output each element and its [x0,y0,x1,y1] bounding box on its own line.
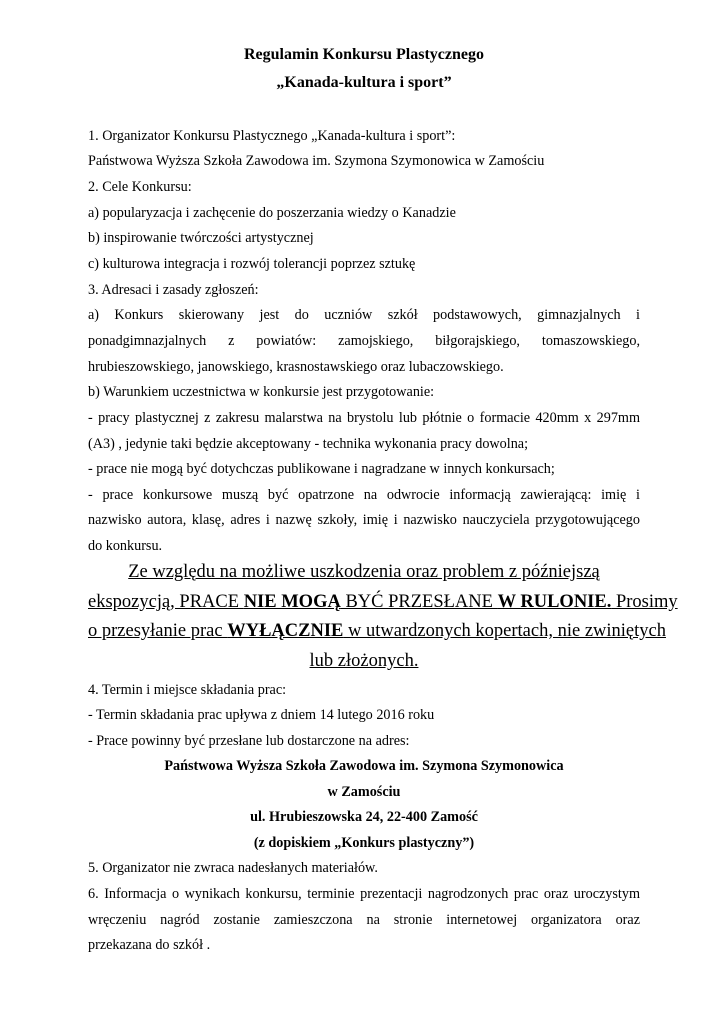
organizer-name: Państwowa Wyższa Szkoła Zawodowa im. Szymona Szymonowica w Zamościu [88,153,545,169]
goal-c: c) kulturowa integracja i rozwój tolerancji poprzez sztukę [88,256,416,272]
address-line-1: Państwowa Wyższa Szkoła Zawodowa im. Szymona Szymonowica [164,758,564,774]
address-line-3: ul. Hrubieszowska 24, 22-400 Zamość [250,809,478,825]
notice-emphasis-rolled: W RULONIE. [497,592,612,612]
condition-1-line-1: - pracy plastycznej z zakresu malarstwa na brystolu lub płótnie o formacie 420mm x 297mm [88,410,640,426]
notice-emphasis-cannot: NIE MOGĄ [243,592,341,612]
condition-3-line-3: do konkursu. [88,538,163,554]
condition-2: - prace nie mogą być dotychczas publikowane i nagradzane w innych konkursach; [88,461,555,477]
notice-line-1: Ze względu na możliwe uszkodzenia oraz problem z późniejszą [128,562,600,582]
deadline: - Termin składania prac upływa z dniem 14 lutego 2016 roku [88,707,435,723]
condition-3-line-2: nazwisko autora, klasę, adres i nazwę szkoły, imię i nazwisko nauczyciela przygotowującego [88,512,640,528]
section-6-line-3: przekazana do szkół . [88,937,211,953]
notice-line-4: lub złożonych. [309,651,419,671]
section-4-heading: 4. Termin i miejsce składania prac: [88,682,287,698]
conditions-intro: b) Warunkiem uczestnictwa w konkursie jest przygotowanie: [88,384,435,400]
section-6-line-1: 6. Informacja o wynikach konkursu, terminie prezentacji nagrodzonych prac oraz uroczystym [88,886,640,902]
address-line-4: (z dopiskiem „Konkurs plastyczny”) [253,835,475,851]
section-2-heading: 2. Cele Konkursu: [88,179,192,195]
section-5: 5. Organizator nie zwraca nadesłanych materiałów. [88,860,378,876]
goal-b: b) inspirowanie twórczości artystycznej [88,230,314,246]
notice-line-2: ekspozycją, PRACE NIE MOGĄ BYĆ PRZESŁANE W RULONIE. Prosimy [88,592,678,612]
section-3-heading: 3. Adresaci i zasady zgłoszeń: [88,282,259,298]
participants-line-2: ponadgimnazjalnych z powiatów: zamojskiego, biłgorajskiego, tomaszowskiego, [88,333,640,349]
notice-emphasis-only: WYŁĄCZNIE [227,621,344,641]
document-title: Regulamin Konkursu Plastycznego [243,46,484,63]
condition-3-line-1: - prace konkursowe muszą być opatrzone na odwrocie informacją zawierającą: imię i [88,487,640,503]
participants-line-1: a) Konkurs skierowany jest do uczniów szkół podstawowych, gimnazjalnych i [88,307,640,323]
section-6-line-2: wręczeniu nagród zostanie zamieszczona na stronie internetowej organizatora oraz [88,912,640,928]
goal-a: a) popularyzacja i zachęcenie do poszerzania wiedzy o Kanadzie [88,205,456,221]
notice-line-3: o przesyłanie prac WYŁĄCZNIE w utwardzonych kopertach, nie zwiniętych [88,621,666,641]
address-intro: - Prace powinny być przesłane lub dostarczone na adres: [88,733,410,749]
participants-line-3: hrubieszowskiego, janowskiego, krasnostawskiego oraz lubaczowskiego. [88,359,504,375]
document-subtitle: „Kanada-kultura i sport” [276,74,452,91]
section-1-heading: 1. Organizator Konkursu Plastycznego „Kanada-kultura i sport”: [88,128,456,144]
address-line-2: w Zamościu [327,784,401,800]
condition-1-line-2: (A3) , jedynie taki będzie akceptowany - technika wykonania pracy dowolna; [88,436,529,452]
